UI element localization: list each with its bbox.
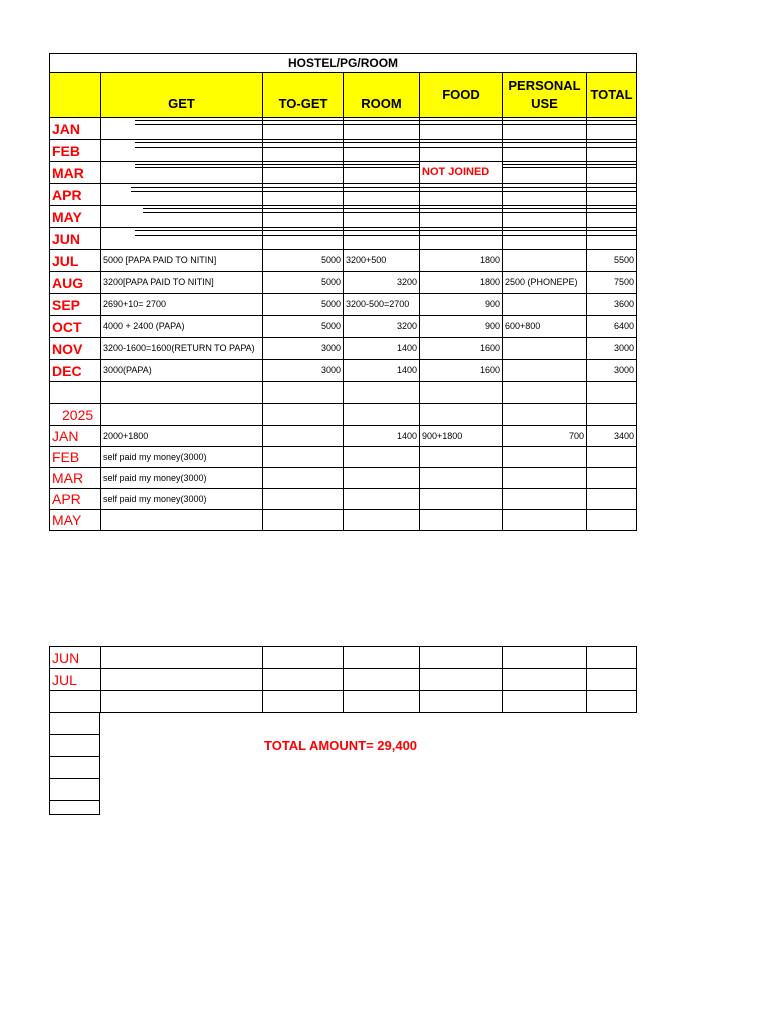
- lower-table: [49, 646, 637, 713]
- cell-get: [101, 140, 263, 162]
- cell-toget: [263, 228, 344, 250]
- header-month-cell: [50, 73, 101, 118]
- strike-line: [135, 124, 262, 125]
- empty-cell: [503, 691, 587, 713]
- cell-toget: 5000: [263, 272, 344, 294]
- cell-room: 1400: [344, 338, 420, 360]
- strike-line: [135, 230, 262, 231]
- cell-total: [587, 489, 637, 510]
- cell-toget: [263, 510, 344, 531]
- strike-line: [587, 187, 636, 188]
- cell-room: 3200: [344, 316, 420, 338]
- strike-line: [503, 208, 586, 209]
- strike-line: [344, 164, 419, 165]
- cell-toget: [263, 184, 344, 206]
- cell-get: 3200-1600=1600(RETURN TO PAPA): [101, 338, 263, 360]
- empty-cell: [50, 801, 100, 815]
- month-label: APR: [50, 184, 101, 206]
- cell-toget: [263, 206, 344, 228]
- header-room: ROOM: [344, 73, 420, 118]
- strike-line: [263, 212, 343, 213]
- cell-personal: [503, 447, 587, 468]
- cell-get: 4000 + 2400 (PAPA): [101, 316, 263, 338]
- cell-room: [344, 184, 420, 206]
- header-total: TOTAL: [587, 73, 637, 118]
- cell-total: [587, 184, 637, 206]
- cell-get: 3200[PAPA PAID TO NITIN]: [101, 272, 263, 294]
- cell-toget: [263, 468, 344, 489]
- strike-line: [344, 120, 419, 121]
- strike-line: [263, 124, 343, 125]
- cell-get: [101, 206, 263, 228]
- empty-cell: [50, 779, 100, 801]
- table-row: [50, 184, 637, 206]
- strike-line: [344, 191, 419, 192]
- cell-get: [101, 228, 263, 250]
- cell-food: [420, 447, 503, 468]
- table-row: [50, 162, 637, 184]
- cell-total: 3000: [587, 360, 637, 382]
- total-amount: TOTAL AMOUNT= 29,400: [264, 738, 418, 753]
- empty-cell: [420, 647, 503, 669]
- cell-get: 2000+1800: [101, 426, 263, 447]
- year-row: [50, 404, 637, 426]
- strike-line: [344, 142, 419, 143]
- strike-line: [344, 230, 419, 231]
- strike-line: [135, 142, 262, 143]
- cell-personal: [503, 206, 587, 228]
- strike-line: [263, 235, 343, 236]
- cell-personal: [503, 294, 587, 316]
- cell-room: [344, 228, 420, 250]
- month-label: JUN: [50, 647, 101, 669]
- strike-line: [503, 212, 586, 213]
- table-row: [50, 447, 637, 468]
- cell-get: self paid my money(3000): [101, 468, 263, 489]
- empty-cell: [263, 404, 344, 426]
- cell-personal: [503, 118, 587, 140]
- strike-line: [344, 208, 419, 209]
- strike-line: [587, 142, 636, 143]
- cell-room: [344, 162, 420, 184]
- year-label: 2025: [50, 404, 101, 426]
- cell-food: NOT JOINED: [420, 162, 503, 184]
- month-label: SEP: [50, 294, 101, 316]
- month-label: JUL: [50, 250, 101, 272]
- cell-get: [101, 510, 263, 531]
- empty-cell: [420, 404, 503, 426]
- cell-personal: [503, 468, 587, 489]
- strike-line: [263, 142, 343, 143]
- month-label: FEB: [50, 140, 101, 162]
- cell-food: [420, 140, 503, 162]
- empty-cell: [503, 647, 587, 669]
- empty-cell: [344, 669, 420, 691]
- cell-toget: 3000: [263, 360, 344, 382]
- empty-cell: [50, 713, 100, 735]
- empty-cell: [587, 647, 637, 669]
- cell-room: [344, 489, 420, 510]
- cell-toget: [263, 140, 344, 162]
- cell-food: [420, 489, 503, 510]
- strike-line: [420, 212, 502, 213]
- strike-line: [587, 124, 636, 125]
- strike-line: [503, 147, 586, 148]
- empty-cell: [344, 647, 420, 669]
- empty-cell: [587, 691, 637, 713]
- strike-line: [420, 230, 502, 231]
- table-row: [50, 206, 637, 228]
- cell-personal: [503, 228, 587, 250]
- table-row: [50, 691, 637, 713]
- expense-table: [49, 53, 637, 531]
- cell-toget: 3000: [263, 338, 344, 360]
- cell-food: 900: [420, 294, 503, 316]
- strike-line: [587, 191, 636, 192]
- cell-room: 1400: [344, 426, 420, 447]
- table-row: [50, 510, 637, 531]
- cell-total: [587, 447, 637, 468]
- strike-line: [135, 164, 262, 165]
- empty-cell: [263, 382, 344, 404]
- month-label: FEB: [50, 447, 101, 468]
- cell-get: 2690+10= 2700: [101, 294, 263, 316]
- strike-line: [587, 208, 636, 209]
- cell-get: 5000 [PAPA PAID TO NITIN]: [101, 250, 263, 272]
- empty-cell: [344, 382, 420, 404]
- empty-cell: [50, 757, 100, 779]
- strike-line: [263, 120, 343, 121]
- strike-line: [420, 208, 502, 209]
- month-label: OCT: [50, 316, 101, 338]
- empty-cell: [344, 404, 420, 426]
- cell-room: [344, 447, 420, 468]
- empty-cell: [503, 404, 587, 426]
- cell-food: 900+1800: [420, 426, 503, 447]
- cell-toget: [263, 426, 344, 447]
- cell-food: 900: [420, 316, 503, 338]
- cell-get: [101, 118, 263, 140]
- cell-toget: 5000: [263, 294, 344, 316]
- strike-line: [503, 124, 586, 125]
- strike-line: [263, 187, 343, 188]
- cell-room: [344, 140, 420, 162]
- header-get: GET: [101, 73, 263, 118]
- table-row: [50, 669, 637, 691]
- empty-cell: [587, 404, 637, 426]
- strike-line: [587, 212, 636, 213]
- cell-toget: [263, 162, 344, 184]
- empty-cell: [50, 382, 101, 404]
- table-row: [50, 272, 637, 294]
- cell-total: 3400: [587, 426, 637, 447]
- strike-line: [263, 208, 343, 209]
- strike-line: [135, 235, 262, 236]
- empty-cell: [263, 669, 344, 691]
- strike-line: [503, 187, 586, 188]
- table-row: [50, 426, 637, 447]
- cell-total: [587, 162, 637, 184]
- strike-line: [420, 120, 502, 121]
- empty-cell: [420, 691, 503, 713]
- table-row: [50, 140, 637, 162]
- month-label: MAY: [50, 206, 101, 228]
- cell-total: [587, 118, 637, 140]
- strike-line: [420, 124, 502, 125]
- cell-get: self paid my money(3000): [101, 447, 263, 468]
- cell-room: 3200-500=2700: [344, 294, 420, 316]
- strike-line: [503, 230, 586, 231]
- cell-get: [101, 162, 263, 184]
- strike-line: [263, 164, 343, 165]
- strike-line: [143, 212, 262, 213]
- strike-line: [344, 187, 419, 188]
- table-row: [50, 468, 637, 489]
- strike-line: [587, 167, 636, 168]
- cell-food: [420, 510, 503, 531]
- cell-personal: 700: [503, 426, 587, 447]
- empty-cell: [420, 669, 503, 691]
- cell-room: [344, 510, 420, 531]
- cell-total: 3600: [587, 294, 637, 316]
- cell-toget: [263, 447, 344, 468]
- empty-cell: [263, 647, 344, 669]
- cell-personal: [503, 360, 587, 382]
- cell-room: 3200+500: [344, 250, 420, 272]
- table-row: [50, 250, 637, 272]
- cell-total: 7500: [587, 272, 637, 294]
- table-row: [50, 382, 637, 404]
- cell-total: [587, 468, 637, 489]
- cell-toget: 5000: [263, 316, 344, 338]
- empty-cell: [101, 404, 263, 426]
- cell-room: 3200: [344, 272, 420, 294]
- strike-line: [420, 142, 502, 143]
- strike-line: [503, 235, 586, 236]
- empty-cell: [344, 691, 420, 713]
- cell-food: [420, 118, 503, 140]
- table-row: [50, 489, 637, 510]
- strike-line: [344, 167, 419, 168]
- table-row: [50, 316, 637, 338]
- empty-cell: [101, 382, 263, 404]
- cell-personal: 600+800: [503, 316, 587, 338]
- strike-line: [503, 142, 586, 143]
- table-row: [50, 228, 637, 250]
- month-label: JAN: [50, 118, 101, 140]
- strike-line: [587, 230, 636, 231]
- strike-line: [587, 120, 636, 121]
- header-row: [50, 73, 637, 118]
- strike-line: [263, 167, 343, 168]
- header-food: FOOD: [420, 73, 503, 118]
- strike-line: [135, 147, 262, 148]
- strike-line: [587, 147, 636, 148]
- cell-room: 1400: [344, 360, 420, 382]
- empty-cell: [420, 382, 503, 404]
- cell-food: [420, 206, 503, 228]
- month-label: DEC: [50, 360, 101, 382]
- cell-toget: 5000: [263, 250, 344, 272]
- strike-line: [420, 235, 502, 236]
- month-label: MAR: [50, 162, 101, 184]
- cell-personal: [503, 489, 587, 510]
- strike-line: [263, 147, 343, 148]
- strike-line: [503, 191, 586, 192]
- cell-food: [420, 468, 503, 489]
- cell-toget: [263, 118, 344, 140]
- empty-cell: [503, 669, 587, 691]
- cell-food: 1800: [420, 272, 503, 294]
- table-row: [50, 338, 637, 360]
- empty-cell: [50, 735, 100, 757]
- cell-personal: [503, 162, 587, 184]
- empty-cell: [587, 382, 637, 404]
- cell-food: [420, 228, 503, 250]
- cell-total: [587, 140, 637, 162]
- strike-line: [263, 191, 343, 192]
- strike-line: [587, 235, 636, 236]
- cell-room: [344, 206, 420, 228]
- strike-line: [420, 187, 502, 188]
- month-label: JAN: [50, 426, 101, 447]
- strike-line: [135, 120, 262, 121]
- month-label: APR: [50, 489, 101, 510]
- strike-line: [131, 191, 262, 192]
- month-label: JUN: [50, 228, 101, 250]
- month-label: NOV: [50, 338, 101, 360]
- strike-line: [143, 208, 262, 209]
- empty-cell: [263, 691, 344, 713]
- empty-cell: [101, 691, 263, 713]
- strike-line: [135, 167, 262, 168]
- table-title: HOSTEL/PG/ROOM: [50, 54, 637, 73]
- cell-personal: [503, 184, 587, 206]
- table-row: [50, 647, 637, 669]
- empty-cell: [101, 647, 263, 669]
- empty-cell: [101, 669, 263, 691]
- cell-total: [587, 510, 637, 531]
- month-label: MAY: [50, 510, 101, 531]
- header-personal-use: PERSONAL USE: [503, 73, 587, 118]
- cell-room: [344, 118, 420, 140]
- month-label: AUG: [50, 272, 101, 294]
- strike-line: [503, 164, 586, 165]
- header-to-get: TO-GET: [263, 73, 344, 118]
- empty-cell: [587, 669, 637, 691]
- table-row: [50, 294, 637, 316]
- strike-line: [344, 124, 419, 125]
- cell-total: 6400: [587, 316, 637, 338]
- cell-personal: [503, 140, 587, 162]
- table-row: [50, 118, 637, 140]
- strike-line: [344, 147, 419, 148]
- strike-line: [344, 235, 419, 236]
- cell-total: [587, 206, 637, 228]
- cell-food: 1600: [420, 360, 503, 382]
- cell-get: [101, 184, 263, 206]
- strike-line: [131, 187, 262, 188]
- cell-personal: [503, 510, 587, 531]
- strike-line: [503, 120, 586, 121]
- cell-food: 1800: [420, 250, 503, 272]
- cell-personal: [503, 338, 587, 360]
- table-row: [50, 360, 637, 382]
- empty-stub-cells: [49, 712, 100, 815]
- strike-line: [344, 212, 419, 213]
- cell-toget: [263, 489, 344, 510]
- cell-get: 3000(PAPA): [101, 360, 263, 382]
- cell-get: self paid my money(3000): [101, 489, 263, 510]
- cell-personal: 2500 (PHONEPE): [503, 272, 587, 294]
- strike-line: [420, 191, 502, 192]
- cell-personal: [503, 250, 587, 272]
- cell-food: [420, 184, 503, 206]
- strike-line: [587, 164, 636, 165]
- empty-cell: [503, 382, 587, 404]
- month-label: [50, 691, 101, 713]
- month-label: JUL: [50, 669, 101, 691]
- cell-room: [344, 468, 420, 489]
- cell-total: 5500: [587, 250, 637, 272]
- cell-total: 3000: [587, 338, 637, 360]
- month-label: MAR: [50, 468, 101, 489]
- strike-line: [503, 167, 586, 168]
- cell-total: [587, 228, 637, 250]
- cell-food: 1600: [420, 338, 503, 360]
- strike-line: [263, 230, 343, 231]
- strike-line: [420, 147, 502, 148]
